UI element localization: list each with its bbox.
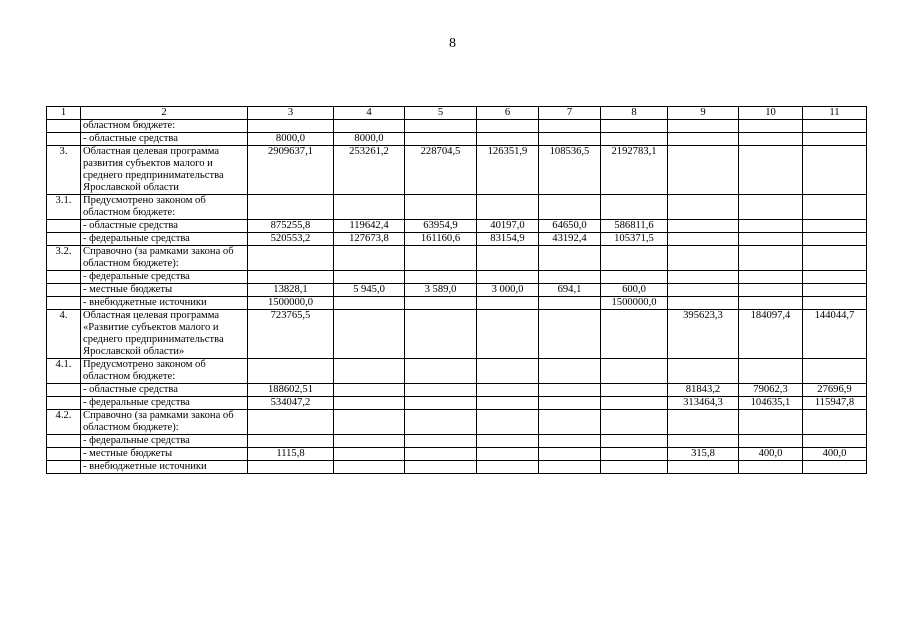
value-cell <box>803 195 867 220</box>
row-description: - местные бюджеты <box>81 284 248 297</box>
row-index: 3. <box>47 146 81 195</box>
row-index <box>47 397 81 410</box>
row-description: - внебюджетные источники <box>81 461 248 474</box>
value-cell: 144044,7 <box>803 310 867 359</box>
value-cell <box>601 310 668 359</box>
value-cell <box>803 246 867 271</box>
row-description: Областная целевая программа «Развитие субъектов малого и среднего предпринимательства Ярославской области» <box>81 310 248 359</box>
row-description: - местные бюджеты <box>81 448 248 461</box>
value-cell <box>539 397 601 410</box>
value-cell <box>539 310 601 359</box>
value-cell <box>405 246 477 271</box>
value-cell <box>405 397 477 410</box>
value-cell: 63954,9 <box>405 220 477 233</box>
value-cell <box>477 397 539 410</box>
value-cell <box>668 461 739 474</box>
table-row <box>47 410 867 435</box>
value-cell <box>539 448 601 461</box>
value-cell <box>803 220 867 233</box>
value-cell <box>668 284 739 297</box>
value-cell <box>405 310 477 359</box>
value-cell <box>539 297 601 310</box>
value-cell: 1115,8 <box>248 448 334 461</box>
value-cell: 119642,4 <box>334 220 405 233</box>
value-cell: 2909637,1 <box>248 146 334 195</box>
value-cell <box>334 448 405 461</box>
value-cell <box>601 397 668 410</box>
column-header-2: 2 <box>81 107 248 120</box>
column-header-11: 11 <box>803 107 867 120</box>
value-cell <box>803 271 867 284</box>
table-row <box>47 384 867 397</box>
value-cell: 3 000,0 <box>477 284 539 297</box>
value-cell <box>334 195 405 220</box>
column-header-7: 7 <box>539 107 601 120</box>
value-cell <box>739 195 803 220</box>
value-cell: 694,1 <box>539 284 601 297</box>
value-cell <box>334 410 405 435</box>
row-index <box>47 448 81 461</box>
row-index <box>47 233 81 246</box>
value-cell <box>539 435 601 448</box>
column-header-3: 3 <box>248 107 334 120</box>
value-cell <box>477 297 539 310</box>
table-row <box>47 297 867 310</box>
value-cell: 400,0 <box>739 448 803 461</box>
value-cell <box>477 246 539 271</box>
value-cell: 43192,4 <box>539 233 601 246</box>
value-cell: 188602,51 <box>248 384 334 397</box>
table-row <box>47 461 867 474</box>
row-index: 4.1. <box>47 359 81 384</box>
value-cell <box>739 297 803 310</box>
value-cell <box>248 120 334 133</box>
column-header-6: 6 <box>477 107 539 120</box>
value-cell <box>248 359 334 384</box>
value-cell: 5 945,0 <box>334 284 405 297</box>
value-cell: 228704,5 <box>405 146 477 195</box>
value-cell <box>405 133 477 146</box>
value-cell <box>739 120 803 133</box>
value-cell: 108536,5 <box>539 146 601 195</box>
value-cell: 126351,9 <box>477 146 539 195</box>
table-row <box>47 359 867 384</box>
value-cell <box>803 146 867 195</box>
table-row <box>47 397 867 410</box>
value-cell <box>803 435 867 448</box>
value-cell <box>477 195 539 220</box>
value-cell <box>334 297 405 310</box>
row-index <box>47 284 81 297</box>
value-cell <box>539 359 601 384</box>
value-cell: 13828,1 <box>248 284 334 297</box>
value-cell <box>739 461 803 474</box>
value-cell: 534047,2 <box>248 397 334 410</box>
value-cell <box>477 359 539 384</box>
value-cell: 520553,2 <box>248 233 334 246</box>
value-cell: 105371,5 <box>601 233 668 246</box>
value-cell: 313464,3 <box>668 397 739 410</box>
value-cell: 586811,6 <box>601 220 668 233</box>
table-row <box>47 271 867 284</box>
value-cell <box>668 120 739 133</box>
value-cell <box>477 461 539 474</box>
value-cell <box>248 435 334 448</box>
table-row <box>47 120 867 133</box>
value-cell <box>601 246 668 271</box>
value-cell <box>601 359 668 384</box>
value-cell <box>405 448 477 461</box>
value-cell <box>803 284 867 297</box>
value-cell <box>739 220 803 233</box>
value-cell <box>803 359 867 384</box>
value-cell: 8000,0 <box>334 133 405 146</box>
value-cell <box>601 133 668 146</box>
row-description: Справочно (за рамками закона об областном бюджете): <box>81 410 248 435</box>
value-cell: 115947,8 <box>803 397 867 410</box>
value-cell <box>539 133 601 146</box>
value-cell <box>739 146 803 195</box>
value-cell <box>668 220 739 233</box>
value-cell <box>668 146 739 195</box>
value-cell <box>405 271 477 284</box>
value-cell: 253261,2 <box>334 146 405 195</box>
value-cell <box>248 271 334 284</box>
table-row <box>47 133 867 146</box>
value-cell <box>803 461 867 474</box>
value-cell <box>477 133 539 146</box>
value-cell <box>405 120 477 133</box>
page-number: 8 <box>449 36 456 51</box>
value-cell: 395623,3 <box>668 310 739 359</box>
value-cell <box>334 397 405 410</box>
row-description: - внебюджетные источники <box>81 297 248 310</box>
row-index: 4. <box>47 310 81 359</box>
row-description: - федеральные средства <box>81 233 248 246</box>
value-cell: 3 589,0 <box>405 284 477 297</box>
value-cell <box>668 435 739 448</box>
value-cell <box>539 246 601 271</box>
table-row <box>47 195 867 220</box>
value-cell <box>601 410 668 435</box>
row-description: областном бюджете: <box>81 120 248 133</box>
value-cell <box>334 120 405 133</box>
value-cell <box>739 133 803 146</box>
header-row <box>47 107 867 120</box>
value-cell <box>803 120 867 133</box>
value-cell <box>601 461 668 474</box>
value-cell <box>477 120 539 133</box>
column-header-8: 8 <box>601 107 668 120</box>
value-cell: 104635,1 <box>739 397 803 410</box>
value-cell <box>803 410 867 435</box>
value-cell <box>477 435 539 448</box>
row-index <box>47 220 81 233</box>
value-cell: 40197,0 <box>477 220 539 233</box>
value-cell <box>601 384 668 397</box>
value-cell <box>739 271 803 284</box>
value-cell: 1500000,0 <box>248 297 334 310</box>
value-cell <box>248 461 334 474</box>
value-cell <box>477 448 539 461</box>
value-cell <box>668 246 739 271</box>
value-cell <box>405 195 477 220</box>
row-description: Предусмотрено законом об областном бюджете: <box>81 359 248 384</box>
value-cell <box>405 384 477 397</box>
row-index <box>47 133 81 146</box>
value-cell <box>334 384 405 397</box>
budget-table <box>46 106 867 474</box>
value-cell <box>601 435 668 448</box>
value-cell <box>405 359 477 384</box>
row-index <box>47 384 81 397</box>
value-cell <box>668 195 739 220</box>
value-cell <box>539 384 601 397</box>
value-cell <box>334 246 405 271</box>
value-cell <box>477 410 539 435</box>
value-cell <box>739 359 803 384</box>
value-cell <box>334 435 405 448</box>
value-cell <box>739 284 803 297</box>
value-cell <box>539 120 601 133</box>
row-index <box>47 297 81 310</box>
row-description: - областные средства <box>81 220 248 233</box>
value-cell: 83154,9 <box>477 233 539 246</box>
table-row <box>47 284 867 297</box>
value-cell: 64650,0 <box>539 220 601 233</box>
value-cell <box>668 271 739 284</box>
value-cell <box>405 461 477 474</box>
value-cell: 400,0 <box>803 448 867 461</box>
row-description: Предусмотрено законом об областном бюджете: <box>81 195 248 220</box>
table-row <box>47 146 867 195</box>
value-cell <box>739 233 803 246</box>
value-cell: 1500000,0 <box>601 297 668 310</box>
value-cell <box>334 310 405 359</box>
table-row <box>47 310 867 359</box>
value-cell: 127673,8 <box>334 233 405 246</box>
value-cell <box>248 195 334 220</box>
value-cell <box>739 410 803 435</box>
value-cell <box>601 120 668 133</box>
value-cell <box>539 410 601 435</box>
value-cell: 600,0 <box>601 284 668 297</box>
table-row <box>47 246 867 271</box>
value-cell: 161160,6 <box>405 233 477 246</box>
value-cell <box>539 271 601 284</box>
value-cell: 2192783,1 <box>601 146 668 195</box>
value-cell <box>601 271 668 284</box>
value-cell <box>248 246 334 271</box>
column-header-1: 1 <box>47 107 81 120</box>
row-description: Справочно (за рамками закона об областном бюджете): <box>81 246 248 271</box>
value-cell <box>668 297 739 310</box>
value-cell <box>539 461 601 474</box>
value-cell <box>668 233 739 246</box>
value-cell <box>803 133 867 146</box>
value-cell <box>334 359 405 384</box>
value-cell <box>405 410 477 435</box>
row-description: - областные средства <box>81 133 248 146</box>
value-cell <box>405 297 477 310</box>
row-index: 3.1. <box>47 195 81 220</box>
row-index: 4.2. <box>47 410 81 435</box>
table-row <box>47 448 867 461</box>
value-cell <box>601 448 668 461</box>
column-header-10: 10 <box>739 107 803 120</box>
column-header-4: 4 <box>334 107 405 120</box>
value-cell: 79062,3 <box>739 384 803 397</box>
row-index <box>47 271 81 284</box>
value-cell: 875255,8 <box>248 220 334 233</box>
value-cell <box>477 310 539 359</box>
value-cell <box>803 297 867 310</box>
value-cell: 184097,4 <box>739 310 803 359</box>
value-cell: 723765,5 <box>248 310 334 359</box>
row-index: 3.2. <box>47 246 81 271</box>
table-row <box>47 435 867 448</box>
value-cell <box>668 359 739 384</box>
row-description: - федеральные средства <box>81 435 248 448</box>
table-row <box>47 233 867 246</box>
row-description: Областная целевая программа развития субъектов малого и среднего предпринимательства Ярославской области <box>81 146 248 195</box>
value-cell <box>668 133 739 146</box>
value-cell: 315,8 <box>668 448 739 461</box>
row-index <box>47 461 81 474</box>
value-cell <box>668 410 739 435</box>
value-cell: 8000,0 <box>248 133 334 146</box>
column-header-9: 9 <box>668 107 739 120</box>
column-header-5: 5 <box>405 107 477 120</box>
row-description: - федеральные средства <box>81 271 248 284</box>
row-index <box>47 120 81 133</box>
value-cell <box>739 246 803 271</box>
row-index <box>47 435 81 448</box>
value-cell <box>601 195 668 220</box>
value-cell <box>334 461 405 474</box>
value-cell <box>405 435 477 448</box>
value-cell: 27696,9 <box>803 384 867 397</box>
value-cell <box>477 271 539 284</box>
value-cell <box>248 410 334 435</box>
value-cell <box>739 435 803 448</box>
value-cell <box>334 271 405 284</box>
value-cell <box>477 384 539 397</box>
value-cell <box>803 233 867 246</box>
table-row <box>47 220 867 233</box>
value-cell: 81843,2 <box>668 384 739 397</box>
row-description: - федеральные средства <box>81 397 248 410</box>
row-description: - областные средства <box>81 384 248 397</box>
value-cell <box>539 195 601 220</box>
